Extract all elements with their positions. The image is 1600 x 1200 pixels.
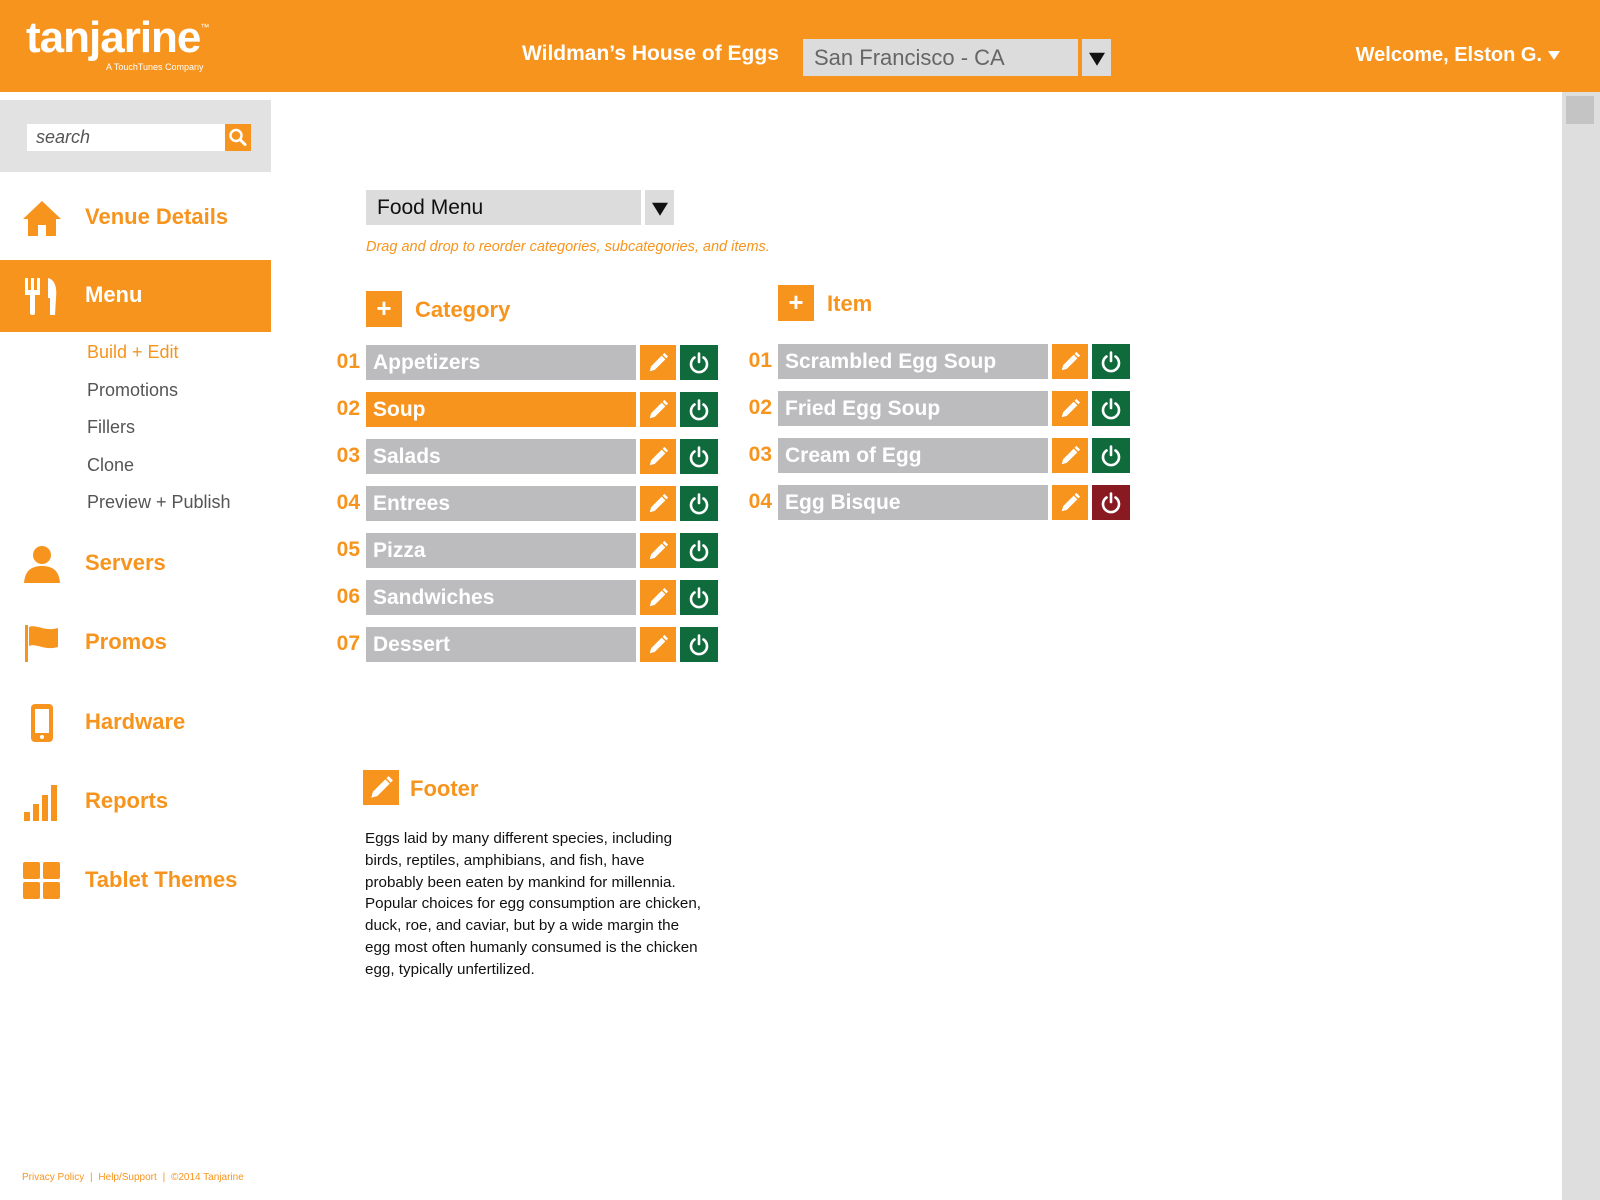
power-icon	[687, 398, 711, 422]
pencil-icon	[1059, 445, 1081, 467]
power-icon	[687, 492, 711, 516]
pencil-icon	[1059, 398, 1081, 420]
edit-button[interactable]	[1052, 438, 1088, 473]
power-toggle-on[interactable]	[680, 533, 718, 568]
row-number: 04	[336, 491, 360, 514]
subnav-fillers[interactable]: Fillers	[87, 417, 135, 437]
edit-button[interactable]	[1052, 391, 1088, 426]
pencil-icon	[647, 634, 669, 656]
edit-button[interactable]	[640, 627, 676, 662]
edit-button[interactable]	[1052, 485, 1088, 520]
venue-name: Wildman’s House of Eggs	[522, 42, 779, 65]
edit-button[interactable]	[640, 392, 676, 427]
logo-text: tanjarine	[26, 13, 201, 62]
row-number: 02	[336, 397, 360, 420]
category-row[interactable]: Appetizers	[366, 345, 636, 380]
power-toggle-on[interactable]	[1092, 391, 1130, 426]
footer-separator: |	[90, 1172, 93, 1183]
row-number: 03	[748, 443, 772, 466]
subnav-preview-publish[interactable]: Preview + Publish	[87, 492, 231, 512]
row-number: 02	[748, 396, 772, 419]
power-icon	[687, 351, 711, 375]
scrollbar-track[interactable]	[1562, 92, 1600, 1200]
nav-label: Promos	[85, 629, 167, 654]
row-number: 05	[336, 538, 360, 561]
top-header	[0, 0, 1600, 92]
nav-label: Menu	[85, 282, 143, 307]
category-row[interactable]: Pizza	[366, 533, 636, 568]
scrollbar-thumb[interactable]	[1566, 96, 1594, 124]
subnav-promotions[interactable]: Promotions	[87, 380, 179, 400]
bar-chart-icon	[22, 782, 62, 822]
pencil-icon	[647, 587, 669, 609]
power-icon	[687, 586, 711, 610]
power-toggle-on[interactable]	[680, 486, 718, 521]
power-icon	[687, 633, 711, 657]
chevron-down-icon	[1089, 52, 1105, 65]
nav-reports[interactable]	[0, 766, 271, 838]
power-icon	[1099, 350, 1123, 374]
footer-text: Eggs laid by many different species, including birds, reptiles, amphibians, and fish, have probably been eaten by mankind for millennia. Popular choices for egg consumption are chicken, duck, roe, and caviar, but by a wide margin the egg most often humanly consumed is the chicken egg, typically unfertilized.	[365, 830, 702, 978]
row-number: 04	[748, 490, 772, 513]
location-dropdown-button[interactable]	[1082, 39, 1111, 76]
add-item-button[interactable]: +	[778, 285, 814, 321]
user-menu[interactable]	[1356, 44, 1560, 67]
power-toggle-off[interactable]	[1092, 485, 1130, 520]
row-number: 03	[336, 444, 360, 467]
edit-button[interactable]	[1052, 344, 1088, 379]
power-toggle-on[interactable]	[1092, 344, 1130, 379]
nav-menu[interactable]	[0, 260, 271, 332]
footer-separator: |	[162, 1172, 166, 1183]
power-toggle-on[interactable]	[1092, 438, 1130, 473]
item-section-title: Item	[827, 291, 873, 316]
power-toggle-on[interactable]	[680, 627, 718, 662]
item-row[interactable]: Egg Bisque	[778, 485, 1048, 520]
grid-icon	[22, 861, 62, 901]
nav-venue-details[interactable]	[0, 182, 271, 254]
pencil-icon	[647, 399, 669, 421]
edit-button[interactable]	[640, 486, 676, 521]
location-select[interactable]: San Francisco - CA	[803, 39, 1078, 76]
pencil-icon	[368, 775, 394, 801]
copyright-text: ©2014 Tanjarine	[170, 1172, 244, 1183]
search-icon	[225, 124, 251, 151]
logo-trademark: ™	[200, 22, 210, 32]
edit-button[interactable]	[640, 439, 676, 474]
row-number: 06	[336, 585, 360, 608]
footer-section-title: Footer	[410, 776, 479, 801]
nav-hardware[interactable]	[0, 687, 271, 759]
power-toggle-on[interactable]	[680, 439, 718, 474]
privacy-policy-link[interactable]: Privacy Policy	[22, 1172, 85, 1183]
item-row[interactable]: Fried Egg Soup	[778, 391, 1048, 426]
nav-promos[interactable]	[0, 607, 271, 679]
power-icon	[687, 445, 711, 469]
edit-button[interactable]	[640, 580, 676, 615]
power-icon	[1099, 397, 1123, 421]
logo-subtitle: A TouchTunes Company	[106, 62, 204, 72]
nav-servers[interactable]	[0, 528, 271, 600]
category-row[interactable]: Sandwiches	[366, 580, 636, 615]
pencil-icon	[647, 493, 669, 515]
search-button[interactable]	[225, 124, 251, 151]
power-icon	[1099, 491, 1123, 515]
edit-button[interactable]	[640, 345, 676, 380]
item-row[interactable]: Scrambled Egg Soup	[778, 344, 1048, 379]
menu-select[interactable]: Food Menu	[366, 190, 641, 225]
power-toggle-on[interactable]	[680, 345, 718, 380]
nav-label: Venue Details	[85, 204, 229, 229]
welcome-text: Welcome, Elston G.	[1355, 44, 1542, 66]
category-row[interactable]: Soup	[366, 392, 636, 427]
edit-button[interactable]	[640, 533, 676, 568]
nav-label: Servers	[85, 550, 166, 575]
page-footer-links	[22, 1172, 247, 1183]
person-icon	[22, 544, 62, 584]
power-icon	[1099, 444, 1123, 468]
menu-dropdown-button[interactable]	[645, 190, 674, 225]
item-row[interactable]: Cream of Egg	[778, 438, 1048, 473]
pencil-icon	[647, 446, 669, 468]
row-number: 01	[748, 349, 772, 372]
nav-label: Reports	[85, 788, 169, 813]
drag-drop-hint: Drag and drop to reorder categories, subcategories, and items.	[366, 239, 770, 255]
search-input[interactable]	[27, 124, 225, 151]
tanjarine-logo[interactable]	[26, 13, 210, 72]
nav-tablet-themes[interactable]	[0, 845, 271, 917]
category-section-title: Category	[415, 297, 511, 322]
phone-icon	[22, 703, 62, 743]
row-number: 07	[336, 632, 360, 655]
chevron-down-icon	[652, 202, 668, 215]
subnav-clone[interactable]: Clone	[87, 455, 135, 475]
subnav-build-edit[interactable]: Build + Edit	[87, 342, 179, 362]
nav-label: Hardware	[85, 709, 186, 734]
pencil-icon	[1059, 351, 1081, 373]
category-row[interactable]: Salads	[366, 439, 636, 474]
power-toggle-on[interactable]	[680, 580, 718, 615]
pencil-icon	[647, 540, 669, 562]
pencil-icon	[1059, 492, 1081, 514]
row-number: 01	[336, 350, 360, 373]
fork-knife-icon	[22, 276, 62, 316]
power-icon	[687, 539, 711, 563]
category-row[interactable]: Entrees	[366, 486, 636, 521]
home-icon	[22, 198, 62, 238]
nav-label: Tablet Themes	[85, 867, 238, 892]
power-toggle-on[interactable]	[680, 392, 718, 427]
category-row[interactable]: Dessert	[366, 627, 636, 662]
edit-footer-button[interactable]	[363, 770, 399, 805]
add-category-button[interactable]: +	[366, 291, 402, 327]
pencil-icon	[647, 352, 669, 374]
caret-down-icon	[1548, 51, 1560, 60]
help-support-link[interactable]: Help/Support	[98, 1172, 157, 1183]
flag-icon	[22, 623, 62, 663]
